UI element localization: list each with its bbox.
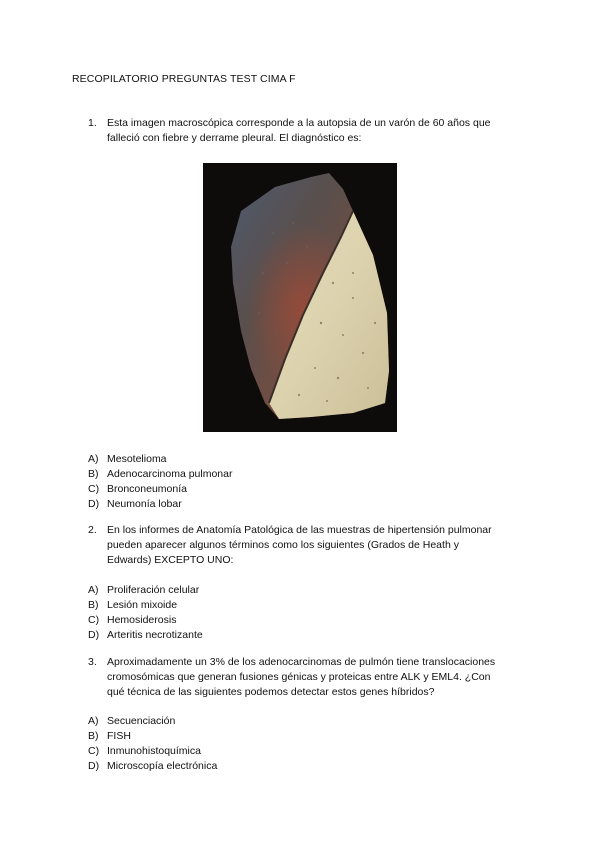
option-text: Arteritis necrotizante — [107, 629, 203, 641]
question-3 — [88, 655, 528, 700]
question-line: falleció con fiebre y derrame pleural. El diagnóstico es: — [107, 132, 362, 144]
option-letter: A) — [88, 453, 99, 465]
option-letter: B) — [88, 730, 99, 742]
option-text: Bronconeumonía — [107, 483, 187, 495]
option-letter: D) — [88, 760, 100, 772]
option-text: Inmunohistoquímica — [107, 745, 201, 757]
question-line: cromosómicas que generan fusiones génicas y proteicas entre ALK y EML4. ¿Con — [107, 671, 491, 683]
option-letter: C) — [88, 745, 100, 757]
lung-autopsy-photo-icon — [203, 163, 397, 432]
option-letter: B) — [88, 468, 99, 480]
question-line: Esta imagen macroscópica corresponde a la autopsia de un varón de 60 años que — [107, 117, 491, 129]
option-text: Neumonía lobar — [107, 498, 182, 510]
option-letter: C) — [88, 483, 100, 495]
question-1 — [88, 116, 528, 146]
option-a[interactable] — [88, 452, 233, 467]
question-line: pueden aparecer algunos términos como los siguientes (Grados de Heath y — [107, 539, 459, 551]
question-text — [107, 523, 528, 568]
answer-options-1 — [88, 452, 233, 512]
question-line: En los informes de Anatomía Patológica de las muestras de hipertensión pulmonar — [107, 524, 492, 536]
question-text — [107, 655, 528, 700]
option-text: Hemosiderosis — [107, 614, 177, 626]
question-number: 1. — [88, 117, 97, 129]
option-text: FISH — [107, 730, 131, 742]
option-d[interactable] — [88, 759, 217, 774]
option-text: Adenocarcinoma pulmonar — [107, 468, 233, 480]
question-2 — [88, 523, 528, 568]
option-text: Proliferación celular — [107, 584, 200, 596]
option-d[interactable] — [88, 628, 203, 643]
option-d[interactable] — [88, 497, 233, 512]
question-line: Edwards) EXCEPTO UNO: — [107, 554, 234, 566]
option-text: Lesión mixoide — [107, 599, 178, 611]
option-b[interactable] — [88, 467, 233, 482]
option-letter: A) — [88, 715, 99, 727]
option-a[interactable] — [88, 583, 203, 598]
answer-options-3 — [88, 714, 217, 774]
option-letter: B) — [88, 599, 99, 611]
option-a[interactable] — [88, 714, 217, 729]
question-line: Aproximadamente un 3% de los adenocarcinomas de pulmón tiene translocaciones — [107, 656, 496, 668]
option-c[interactable] — [88, 482, 233, 497]
option-letter: C) — [88, 614, 100, 626]
option-text: Microscopía electrónica — [107, 760, 218, 772]
answer-options-2 — [88, 583, 203, 643]
question-line: qué técnica de las siguientes podemos detectar estos genes híbridos? — [107, 686, 435, 698]
question-number: 2. — [88, 524, 97, 536]
option-text: Secuenciación — [107, 715, 176, 727]
question-number: 3. — [88, 656, 97, 668]
page-title: RECOPILATORIO PREGUNTAS TEST CIMA F — [72, 73, 296, 85]
option-letter: A) — [88, 584, 99, 596]
question-text — [107, 116, 528, 146]
option-c[interactable] — [88, 744, 217, 759]
option-letter: D) — [88, 629, 100, 641]
option-letter: D) — [88, 498, 100, 510]
option-c[interactable] — [88, 613, 203, 628]
option-b[interactable] — [88, 598, 203, 613]
option-text: Mesotelioma — [107, 453, 167, 465]
option-b[interactable] — [88, 729, 217, 744]
